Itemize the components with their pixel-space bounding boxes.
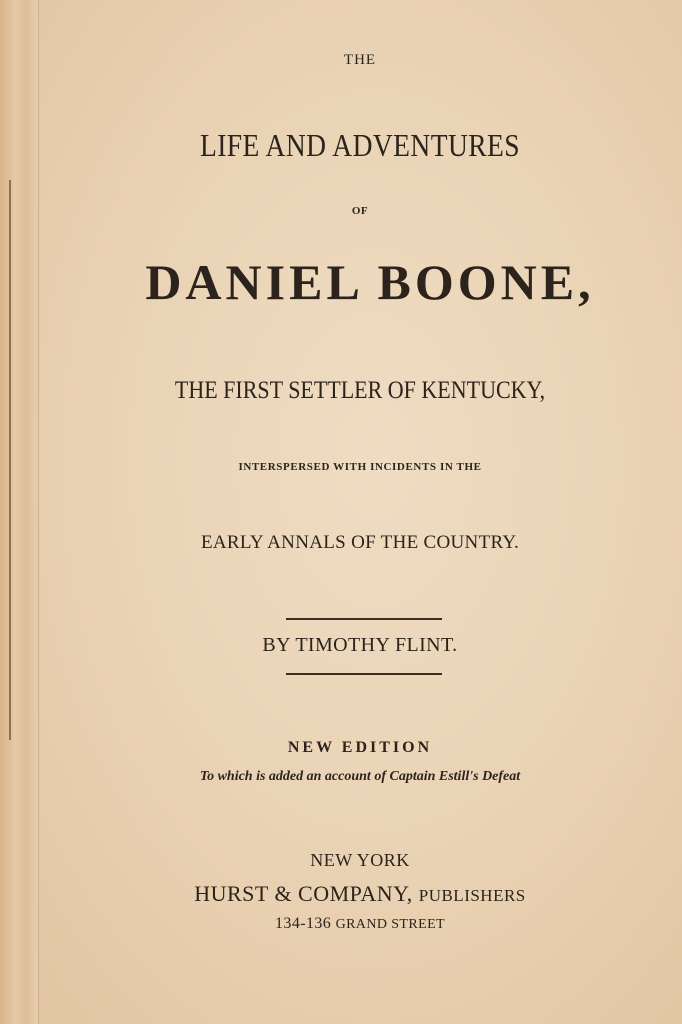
author-line xyxy=(30,634,682,657)
publisher-role: PUBLISHERS xyxy=(418,886,526,905)
title-daniel-boone: DANIEL BOONE, xyxy=(145,254,595,310)
imprint-city: NEW YORK xyxy=(310,850,410,870)
address-number: 134-136 xyxy=(275,915,332,932)
imprint-address xyxy=(30,915,682,933)
subtitle-first-settler: THE FIRST SETTLER OF KENTUCKY, xyxy=(174,377,546,404)
author-name: TIMOTHY FLINT. xyxy=(295,634,458,656)
imprint-publisher xyxy=(30,881,682,907)
title-of: OF xyxy=(351,205,369,217)
subtitle-interspersed: INTERSPERSED WITH INCIDENTS IN THE xyxy=(238,461,482,473)
title-life-and-adventures: LIFE AND ADVENTURES xyxy=(199,127,521,163)
author-rule-bottom xyxy=(286,673,442,675)
publisher-name: HURST & COMPANY, xyxy=(194,881,413,906)
edition-label: NEW EDITION xyxy=(287,739,433,756)
subtitle-early-annals: EARLY ANNALS OF THE COUNTRY. xyxy=(200,532,520,553)
author-by: BY xyxy=(262,634,291,656)
edition-note: To which is added an account of Captain Estill's Defeat xyxy=(199,769,521,784)
author-rule-top xyxy=(286,618,442,620)
address-street: GRAND STREET xyxy=(335,917,445,932)
title-the: THE xyxy=(343,52,377,68)
binding-thread xyxy=(9,180,11,740)
